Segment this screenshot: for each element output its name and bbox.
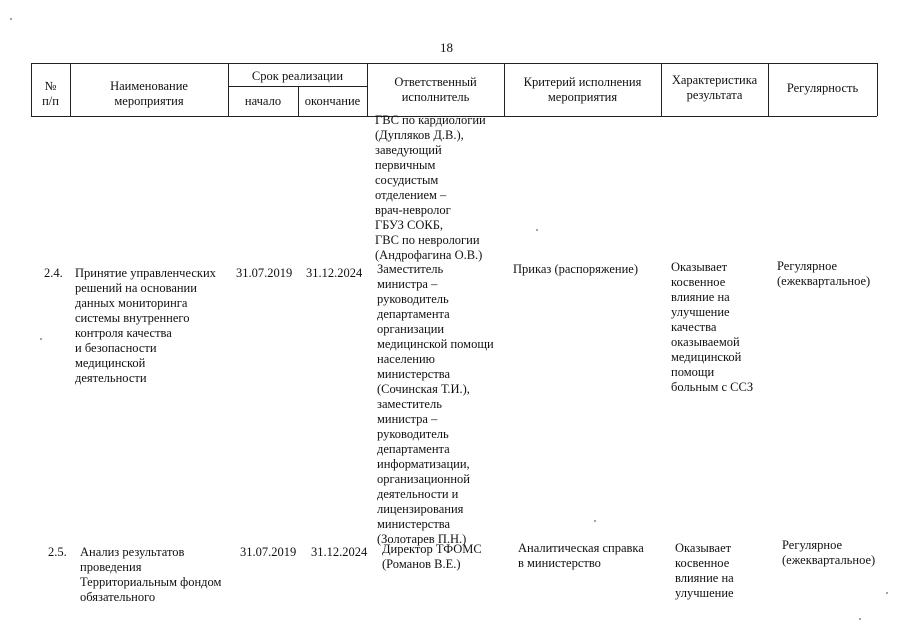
row-name: Анализ результатов проведения Территориальным фондом обязательного <box>80 545 222 604</box>
header-start: начало <box>244 94 282 108</box>
page-number: 18 <box>440 40 453 55</box>
scan-speck <box>10 18 12 20</box>
row-number: 2.4. <box>44 266 63 280</box>
scan-speck <box>40 338 42 340</box>
row-regularity: Регулярное (ежеквартальное) <box>777 259 871 288</box>
scan-speck <box>594 520 596 522</box>
row-responsible: Заместитель министра – руководитель департамента организации медицинской помощи населению министерства (Сочинская Т.И.), заместитель министра – руководитель департамента информатизации, организационной деятельности и лицензирования министерства (Золотарев П.Н.) <box>377 262 494 546</box>
header-top-border <box>31 63 877 64</box>
row-start-date: 31.07.2019 <box>236 266 293 280</box>
row-characteristic: Оказывает косвенное влияние на улучшение <box>675 541 734 600</box>
header-criterion: Критерий исполнения мероприятия <box>523 75 642 104</box>
scan-speck <box>886 592 888 594</box>
row-characteristic: Оказывает косвенное влияние на улучшение качества оказываемой медицинской помощи больным с ССЗ <box>671 260 754 394</box>
scan-speck <box>859 618 861 620</box>
row-criterion: Аналитическая справка в министерство <box>518 541 644 570</box>
row-start-date: 31.07.2019 <box>240 545 297 559</box>
header-period: Срок реализации <box>251 69 344 83</box>
row-responsible: Директор ТФОМС (Романов В.Е.) <box>382 542 482 571</box>
row-end-date: 31.12.2024 <box>311 545 368 559</box>
header-regularity: Регулярность <box>786 81 859 95</box>
scan-speck <box>536 229 538 231</box>
header-responsible: Ответственный исполнитель <box>394 75 477 104</box>
row-end-date: 31.12.2024 <box>306 266 363 280</box>
header-name: Наименование мероприятия <box>110 79 188 108</box>
header-col-line-8 <box>877 63 878 116</box>
row-criterion: Приказ (распоряжение) <box>513 262 639 276</box>
row-regularity: Регулярное (ежеквартальное) <box>782 538 876 567</box>
header-characteristic: Характеристика результата <box>671 73 758 102</box>
row-name: Принятие управленческих решений на основании данных мониторинга системы внутреннего контроля качества и безопасности медицинской деятельности <box>75 266 216 385</box>
responsible-continuation: ГВС по кардиологии (Дупляков Д.В.), заведующий первичным сосудистым отделением – врач-невролог ГБУЗ СОКБ, ГВС по неврологии (Андрофагина О.В.) <box>375 113 486 262</box>
header-num: № п/п <box>42 79 59 108</box>
row-number: 2.5. <box>48 545 67 559</box>
header-end: окончание <box>304 94 361 108</box>
